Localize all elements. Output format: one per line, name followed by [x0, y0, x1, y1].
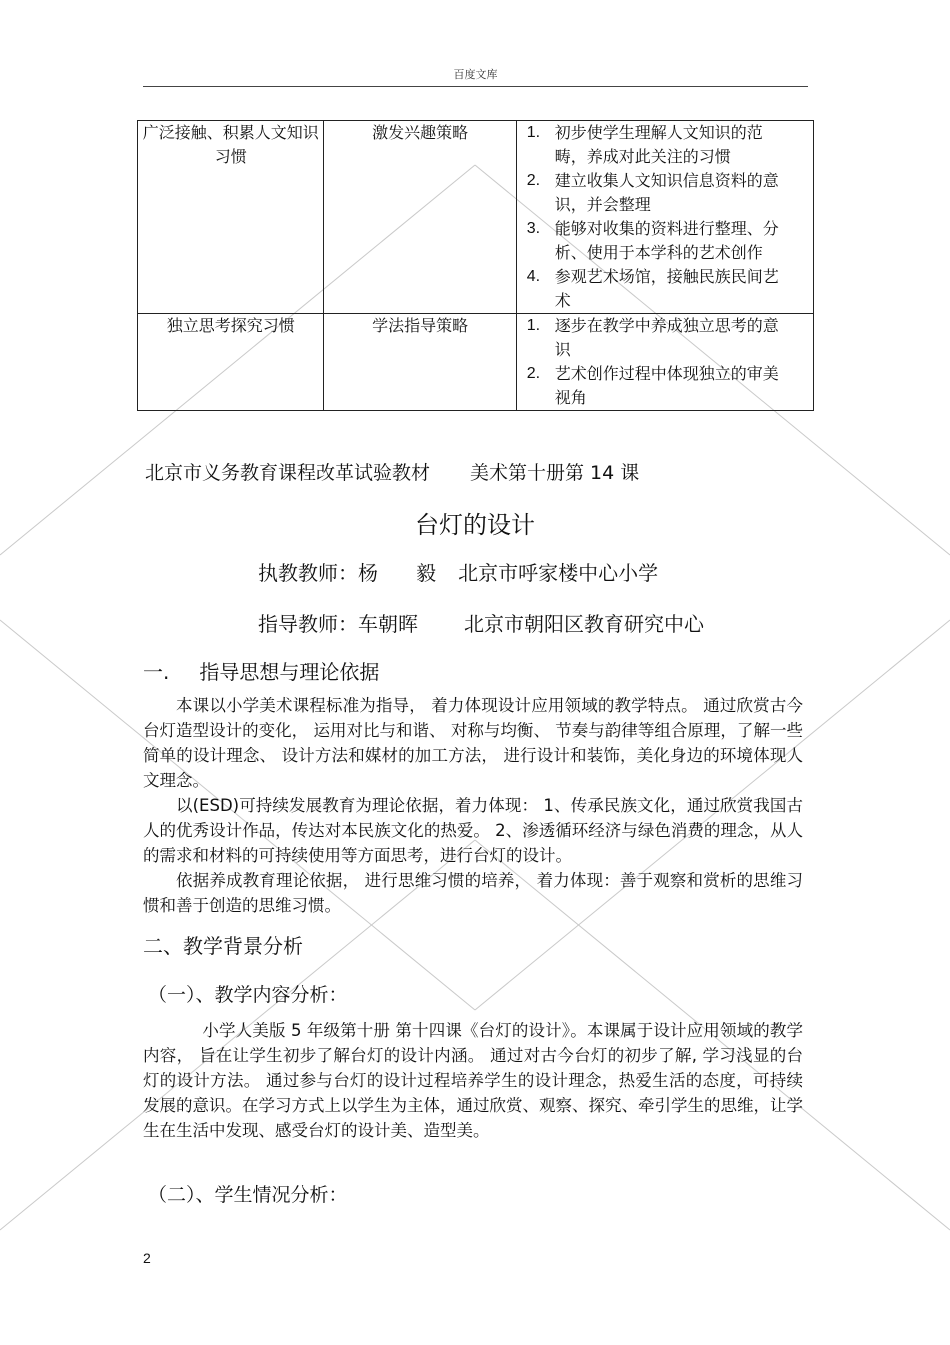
paragraph: 小学人美版 5 年级第十册 第十四课《台灯的设计》。本课属于设计应用领域的教学内容， 旨在让学生初步了解台灯的设计内涵。 通过对古今台灯的初步了解, 学习浅显的台灯的设计方法。 通过参与台灯的设计过程培养学生的设计理念，热爱生活的态度，可持续发展的意识。在学习方式上以学生为主体，通过欣赏、观察、探究、牵引学生的思维，让学生在生活中发现、感受台灯的设计美、造型美。 — [143, 1021, 803, 1140]
table-row — [138, 121, 814, 314]
series-name: 北京市义务教育课程改革试验教材 — [145, 462, 431, 484]
subsection-heading: （一）、教学内容分析： — [148, 984, 348, 1006]
item-number: 4. — [526, 268, 541, 285]
section-heading: 二、教学背景分析 — [143, 934, 303, 958]
strategy-cell: 学法指导策略 — [324, 314, 516, 411]
item-number: 3. — [526, 220, 541, 237]
item-text: 能够对收集的资料进行整理、分析、使用于本学科的艺术创作 — [554, 219, 779, 262]
lesson-number: 美术第十册第 14 课 — [470, 462, 640, 484]
table-row — [138, 314, 814, 411]
item-text: 建立收集人文知识信息资料的意识，并会整理 — [554, 171, 779, 214]
item-text: 艺术创作过程中体现独立的审美视角 — [554, 364, 779, 407]
item-number: 1. — [526, 317, 541, 334]
teacher-school: 北京市呼家楼中心小学 — [458, 561, 659, 585]
textbook-series-line — [145, 458, 639, 485]
goals-cell — [516, 121, 813, 314]
habit-cell: 广泛接触、积累人文知识习惯 — [138, 121, 324, 314]
section-number: 一. — [143, 660, 170, 684]
advisor-org: 北京市朝阳区教育研究中心 — [464, 612, 704, 636]
page-title: 台灯的设计 — [415, 511, 535, 539]
advisor-name: 车朝晖 — [358, 612, 418, 636]
list-item — [517, 314, 813, 362]
goals-list — [517, 314, 813, 410]
item-number: 2. — [526, 172, 541, 189]
goals-list — [517, 121, 813, 313]
strategy-cell: 激发兴趣策略 — [324, 121, 516, 314]
item-number: 1. — [526, 124, 541, 141]
advisor-line — [258, 608, 704, 637]
paragraph: 以(ESD)可持续发展教育为理论依据，着力体现： 1、传承民族文化，通过欣赏我国古人的优秀设计作品，传达对本民族文化的热爱。 2、渗透循环经济与绿色消费的理念，从人的需求和材料的可持续使用等方面思考，进行台灯的设计。 — [143, 796, 803, 865]
item-number: 2. — [526, 365, 541, 382]
section-heading — [143, 656, 379, 685]
page-number: 2 — [143, 1250, 151, 1266]
paragraph: 依据养成教育理论依据， 进行思维习惯的培养， 着力体现：善于观察和赏析的思维习惯和善于创造的思维习惯。 — [143, 871, 803, 915]
list-item — [517, 217, 813, 265]
teacher-line — [258, 557, 658, 586]
subsection-heading: （二）、学生情况分析： — [148, 1184, 348, 1206]
item-text: 初步使学生理解人文知识的范畴，养成对此关注的习惯 — [554, 123, 763, 166]
item-text: 逐步在教学中养成独立思考的意识 — [554, 316, 779, 359]
list-item — [517, 362, 813, 410]
habit-cell: 独立思考探究习惯 — [138, 314, 324, 411]
list-item — [517, 265, 813, 313]
header-divider — [143, 86, 808, 87]
teacher-label: 执教教师： — [258, 561, 358, 585]
item-text: 参观艺术场馆，接触民族民间艺术 — [554, 267, 779, 310]
section-title: 指导思想与理论依据 — [199, 660, 380, 684]
list-item — [517, 121, 813, 169]
paragraph: 本课以小学美术课程标准为指导， 着力体现设计应用领域的教学特点。 通过欣赏古今台灯造型设计的变化， 运用对比与和谐、 对称与均衡、 节奏与韵律等组合原理，了解一些简单的设计理念、 设计方法和媒材的加工方法， 进行设计和装饰，美化身边的环境体现人文理念。 — [143, 696, 803, 790]
teacher-name: 杨 毅 — [358, 561, 437, 585]
advisor-label: 指导教师： — [258, 612, 358, 636]
page-header-site-name: 百度文库 — [453, 68, 498, 81]
list-item — [517, 169, 813, 217]
habit-strategy-table — [137, 120, 814, 411]
goals-cell — [516, 314, 813, 411]
